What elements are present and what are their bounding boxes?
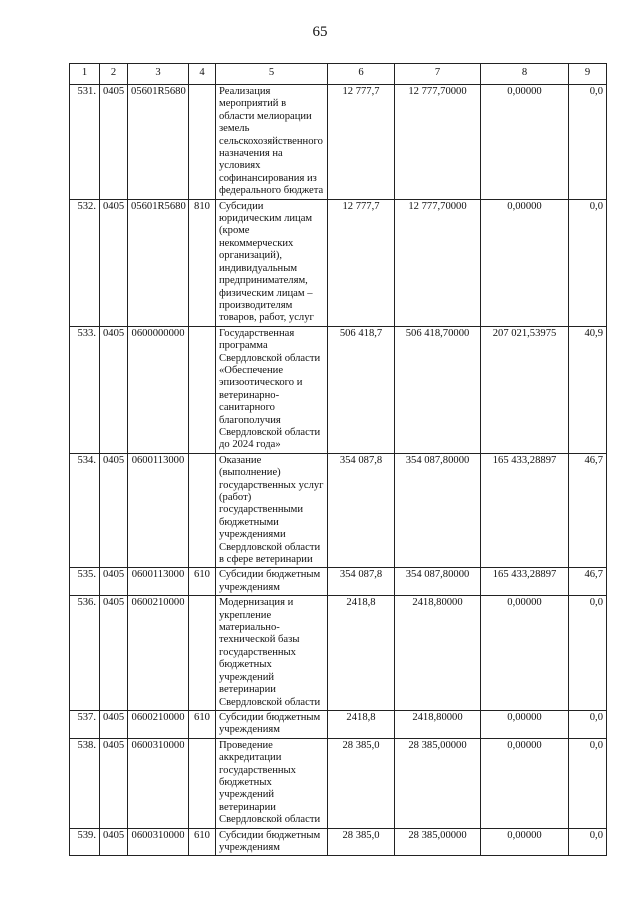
header-cell-3: 3	[128, 64, 189, 85]
header-cell-2: 2	[100, 64, 128, 85]
item-name: Субсидии юридическим лицам (кроме некоммерческих организаций), индивидуальным предпринимателям, физическим лицам – производителям товаров, работ, услуг	[216, 199, 328, 326]
expense-type-code: 610	[189, 710, 216, 738]
target-article-code: 0600113000	[128, 453, 189, 568]
row-number: 534.	[70, 453, 100, 568]
header-row	[70, 64, 607, 85]
target-article-code: 0600000000	[128, 326, 189, 453]
row-number: 535.	[70, 568, 100, 596]
expense-type-code	[189, 596, 216, 711]
section-code: 0405	[100, 453, 128, 568]
approved-amount: 12 777,70000	[395, 85, 481, 200]
planned-amount: 12 777,7	[328, 199, 395, 326]
planned-amount: 2418,8	[328, 710, 395, 738]
target-article-code: 0600210000	[128, 596, 189, 711]
table-row	[70, 710, 607, 738]
table-row	[70, 596, 607, 711]
planned-amount: 354 087,8	[328, 453, 395, 568]
execution-percent: 0,0	[569, 828, 607, 856]
row-number: 537.	[70, 710, 100, 738]
section-code: 0405	[100, 326, 128, 453]
expense-type-code: 610	[189, 568, 216, 596]
approved-amount: 2418,80000	[395, 596, 481, 711]
section-code: 0405	[100, 568, 128, 596]
item-name: Государственная программа Свердловской области «Обеспечение эпизоотического и ветеринарно-санитарного благополучия Свердловской области до 2024 года»	[216, 326, 328, 453]
executed-amount: 0,00000	[481, 828, 569, 856]
target-article-code: 0600210000	[128, 710, 189, 738]
approved-amount: 28 385,00000	[395, 828, 481, 856]
planned-amount: 354 087,8	[328, 568, 395, 596]
header-cell-7: 7	[395, 64, 481, 85]
target-article-code: 0600310000	[128, 738, 189, 828]
item-name: Субсидии бюджетным учреждениям	[216, 568, 328, 596]
target-article-code: 05601R5680	[128, 199, 189, 326]
table-row	[70, 453, 607, 568]
section-code: 0405	[100, 828, 128, 856]
executed-amount: 165 433,28897	[481, 453, 569, 568]
expense-type-code: 610	[189, 828, 216, 856]
section-code: 0405	[100, 85, 128, 200]
executed-amount: 0,00000	[481, 199, 569, 326]
row-number: 532.	[70, 199, 100, 326]
execution-percent: 46,7	[569, 453, 607, 568]
page-number: 65	[312, 24, 328, 40]
header-cell-5: 5	[216, 64, 328, 85]
execution-percent: 0,0	[569, 85, 607, 200]
executed-amount: 207 021,53975	[481, 326, 569, 453]
table-row	[70, 568, 607, 596]
header-cell-4: 4	[189, 64, 216, 85]
target-article-code: 0600113000	[128, 568, 189, 596]
section-code: 0405	[100, 199, 128, 326]
execution-percent: 0,0	[569, 596, 607, 711]
table-row	[70, 738, 607, 828]
table-row	[70, 85, 607, 200]
header-cell-9: 9	[569, 64, 607, 85]
planned-amount: 28 385,0	[328, 738, 395, 828]
approved-amount: 354 087,80000	[395, 453, 481, 568]
planned-amount: 2418,8	[328, 596, 395, 711]
execution-percent: 0,0	[569, 710, 607, 738]
item-name: Оказание (выполнение) государственных услуг (работ) государственными бюджетными учреждениями Свердловской области в сфере ветеринарии	[216, 453, 328, 568]
executed-amount: 0,00000	[481, 738, 569, 828]
executed-amount: 0,00000	[481, 85, 569, 200]
approved-amount: 12 777,70000	[395, 199, 481, 326]
table-row	[70, 326, 607, 453]
table-row	[70, 828, 607, 856]
section-code: 0405	[100, 738, 128, 828]
section-code: 0405	[100, 710, 128, 738]
approved-amount: 2418,80000	[395, 710, 481, 738]
section-code: 0405	[100, 596, 128, 711]
row-number: 538.	[70, 738, 100, 828]
item-name: Модернизация и укрепление материально-технической базы государственных бюджетных учреждений ветеринарии Свердловской области	[216, 596, 328, 711]
approved-amount: 506 418,70000	[395, 326, 481, 453]
item-name: Субсидии бюджетным учреждениям	[216, 828, 328, 856]
execution-percent: 46,7	[569, 568, 607, 596]
row-number: 531.	[70, 85, 100, 200]
executed-amount: 0,00000	[481, 596, 569, 711]
row-number: 539.	[70, 828, 100, 856]
header-cell-6: 6	[328, 64, 395, 85]
row-number: 533.	[70, 326, 100, 453]
item-name: Субсидии бюджетным учреждениям	[216, 710, 328, 738]
approved-amount: 28 385,00000	[395, 738, 481, 828]
expense-type-code	[189, 326, 216, 453]
execution-percent: 0,0	[569, 738, 607, 828]
expense-type-code	[189, 453, 216, 568]
execution-percent: 0,0	[569, 199, 607, 326]
executed-amount: 165 433,28897	[481, 568, 569, 596]
header-cell-8: 8	[481, 64, 569, 85]
target-article-code: 0600310000	[128, 828, 189, 856]
table-row	[70, 199, 607, 326]
row-number: 536.	[70, 596, 100, 711]
expense-type-code	[189, 85, 216, 200]
budget-table	[69, 63, 607, 856]
executed-amount: 0,00000	[481, 710, 569, 738]
item-name: Проведение аккредитации государственных бюджетных учреждений ветеринарии Свердловской области	[216, 738, 328, 828]
execution-percent: 40,9	[569, 326, 607, 453]
planned-amount: 12 777,7	[328, 85, 395, 200]
expense-type-code: 810	[189, 199, 216, 326]
item-name: Реализация мероприятий в области мелиорации земель сельскохозяйственного назначения на условиях софинансирования из федерального бюджета	[216, 85, 328, 200]
planned-amount: 506 418,7	[328, 326, 395, 453]
approved-amount: 354 087,80000	[395, 568, 481, 596]
header-cell-1: 1	[70, 64, 100, 85]
expense-type-code	[189, 738, 216, 828]
target-article-code: 05601R5680	[128, 85, 189, 200]
planned-amount: 28 385,0	[328, 828, 395, 856]
